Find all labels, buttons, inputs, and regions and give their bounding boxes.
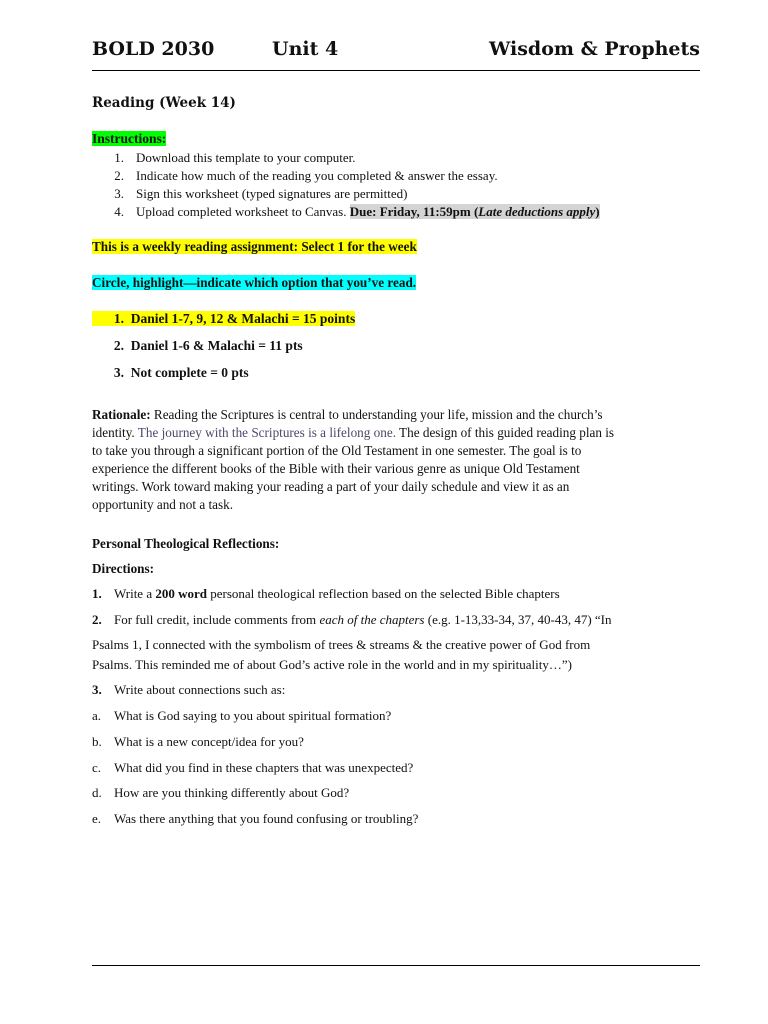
rationale-line: writings. Work toward making your reading a part of your daily schedule and view it as an: [92, 479, 570, 494]
sub-text: What is a new concept/idea for you?: [114, 734, 304, 749]
instructions-label: [92, 130, 166, 148]
direction-continuation: Psalms. This reminded me of about God’s active role in the world and in my spirituality…”): [92, 657, 572, 672]
sub-letter: d.: [92, 785, 102, 800]
instructions-label-text: Instructions:: [92, 131, 167, 146]
reading-title: Reading (Week 14): [92, 95, 236, 111]
option-num: 3.: [113, 365, 124, 380]
header-title: Wisdom & Prophets: [489, 38, 700, 60]
rationale-line: [92, 406, 702, 424]
rationale-label: Rationale:: [92, 407, 151, 422]
instruction-text: Sign this worksheet (typed signatures are permitted): [136, 186, 408, 201]
due-suffix: ): [595, 204, 600, 219]
option-num: 2.: [113, 338, 124, 353]
header-rule: [92, 70, 700, 71]
circle-note-text: Circle, highlight—indicate which option that you’ve read.: [92, 275, 417, 290]
due-date-note: [350, 204, 600, 219]
reflections-title: Personal Theological Reflections:: [92, 536, 280, 551]
rationale-emphasis: The journey with the Scriptures is a lifelong one.: [137, 425, 396, 440]
direction-num: 1.: [92, 586, 102, 601]
direction-text-part: (e.g. 1-13,33-34, 37, 40-43, 47) “In: [424, 612, 612, 627]
reading-option-3[interactable]: [92, 363, 249, 382]
rationale-line: experience the different books of the Bible with their various genre as unique Old Testament: [92, 461, 580, 476]
instruction-num: 3.: [114, 186, 124, 201]
circle-note: [92, 274, 416, 292]
sub-letter: b.: [92, 734, 102, 749]
course-code: BOLD 2030: [92, 38, 215, 60]
direction-text: [114, 611, 612, 629]
weekly-note: [92, 238, 417, 256]
rationale-paragraph: [92, 406, 702, 514]
instruction-text: Upload completed worksheet to Canvas.: [136, 204, 347, 219]
instruction-num: 1.: [114, 150, 124, 165]
option-text: Daniel 1-7, 9, 12 & Malachi = 15 points: [130, 311, 356, 326]
direction-text: Write about connections such as:: [114, 682, 286, 697]
sub-letter: c.: [92, 760, 102, 775]
instruction-num: 4.: [114, 204, 124, 219]
rationale-line: opportunity and not a task.: [92, 497, 234, 512]
rationale-text: identity.: [92, 425, 138, 440]
reading-option-2[interactable]: [92, 336, 303, 355]
option-text: Daniel 1-6 & Malachi = 11 pts: [130, 338, 303, 353]
instruction-num: 2.: [114, 168, 124, 183]
direction-text-part: Write a: [114, 586, 156, 601]
direction-text: [114, 585, 560, 603]
late-deductions: Late deductions apply: [478, 204, 596, 219]
rationale-text: The design of this guided reading plan is: [396, 425, 615, 440]
direction-text-part: For full credit, include comments from: [114, 612, 320, 627]
instruction-text: Download this template to your computer.: [136, 150, 356, 165]
weekly-note-text: This is a weekly reading assignment: Select 1 for the week: [92, 239, 417, 254]
rationale-text: Reading the Scriptures is central to understanding your life, mission and the church’s: [150, 407, 603, 422]
instruction-text-with-due: [136, 203, 600, 221]
direction-num: 2.: [92, 612, 102, 627]
sub-text: What did you find in these chapters that was unexpected?: [114, 760, 414, 775]
sub-letter: a.: [92, 708, 102, 723]
word-count: 200 word: [155, 586, 207, 601]
sub-text: What is God saying to you about spiritual formation?: [114, 708, 392, 723]
footer-rule: [92, 965, 700, 966]
sub-text: Was there anything that you found confusing or troubling?: [114, 811, 419, 826]
direction-emphasis: each of the chapters: [319, 612, 425, 627]
directions-label: Directions:: [92, 561, 155, 576]
rationale-line: [92, 424, 702, 442]
rationale-line: to take you through a significant portion of the Old Testament in one semester. The goal is to: [92, 443, 582, 458]
option-highlight: [92, 311, 355, 326]
reading-option-1[interactable]: [92, 309, 355, 328]
due-prefix: Due: Friday, 11:59pm (: [349, 204, 479, 219]
option-text: Not complete = 0 pts: [130, 365, 249, 380]
page-header: [92, 38, 700, 68]
unit-label: Unit 4: [272, 38, 339, 60]
direction-num: 3.: [92, 682, 102, 697]
option-num: 1.: [113, 311, 124, 326]
sub-letter: e.: [92, 811, 102, 826]
direction-text-part: personal theological reflection based on the selected Bible chapters: [206, 586, 560, 601]
sub-text: How are you thinking differently about God?: [114, 785, 350, 800]
instruction-text: Indicate how much of the reading you completed & answer the essay.: [136, 168, 498, 183]
direction-continuation: Psalms 1, I connected with the symbolism of trees & streams & the creative power of God from: [92, 637, 591, 652]
